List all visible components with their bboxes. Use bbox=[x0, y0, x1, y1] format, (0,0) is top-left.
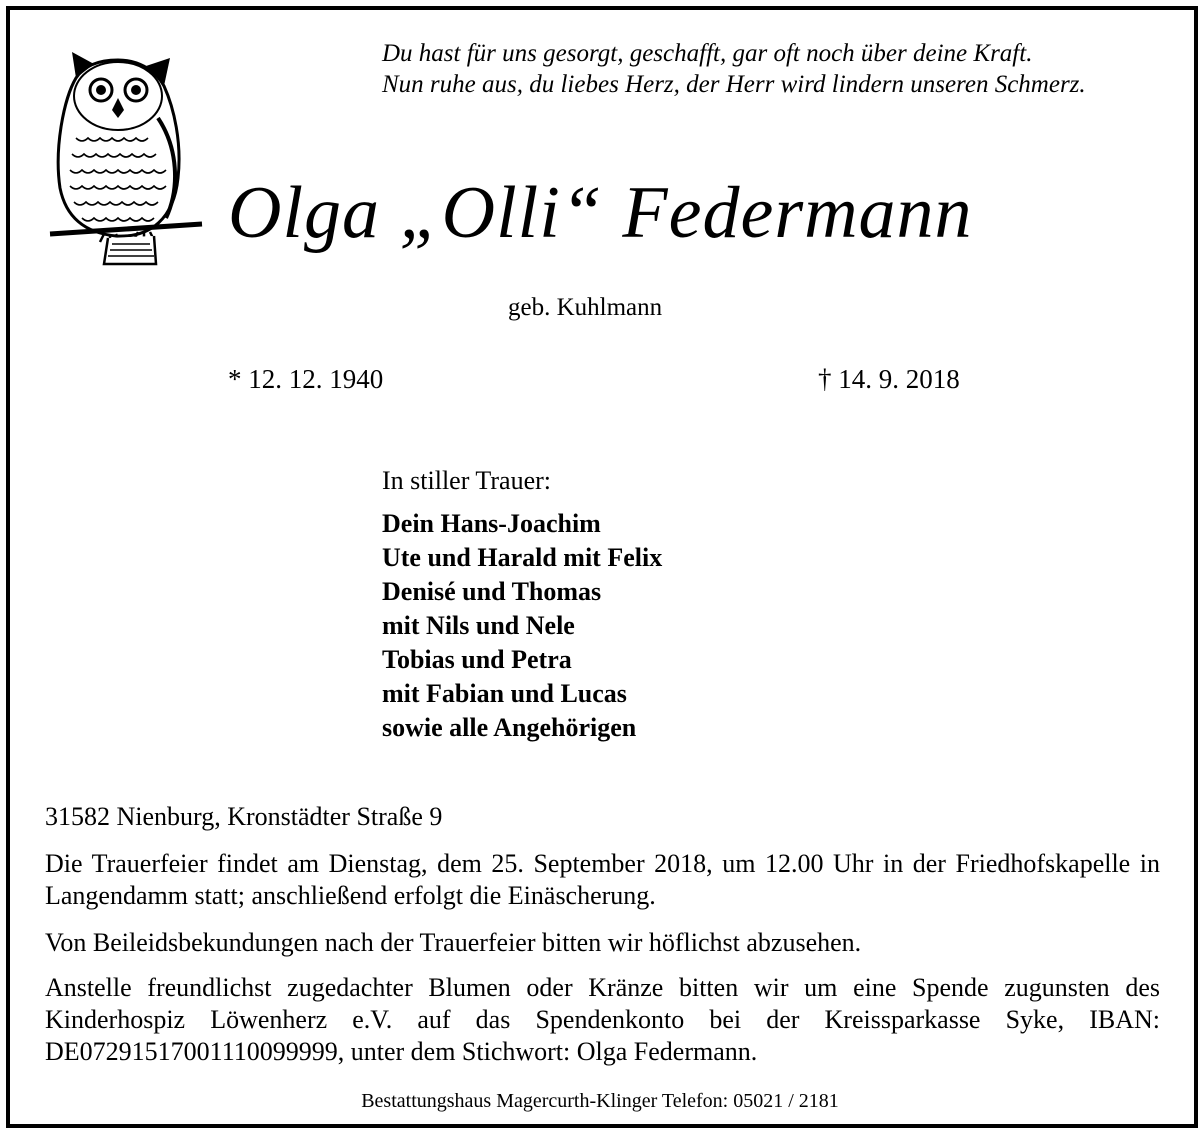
mourners-list bbox=[382, 507, 662, 745]
mourner-name: sowie alle Angehörigen bbox=[382, 713, 637, 742]
birth-date: * 12. 12. 1940 bbox=[228, 364, 384, 394]
born-name: geb. Kuhlmann bbox=[508, 294, 663, 321]
mourners-title: In stiller Trauer: bbox=[382, 466, 551, 495]
owl-icon bbox=[46, 38, 206, 268]
address: 31582 Nienburg, Kronstädter Straße 9 bbox=[45, 802, 443, 831]
mourner-name: Denisé und Thomas bbox=[382, 577, 602, 606]
funeral-home-footer: Bestattungshaus Magercurth-Klinger Telefon: 05021 / 2181 bbox=[361, 1090, 839, 1112]
death-date: † 14. 9. 2018 bbox=[818, 364, 960, 394]
deceased-name: Olga „Olli“ Federmann bbox=[228, 172, 973, 254]
condolences-paragraph: Von Beileidsbekundungen nach der Trauerfeier bitten wir höflichst abzusehen. bbox=[45, 928, 862, 957]
donation-paragraph: Anstelle freundlichst zugedachter Blumen oder Kränze bitten wir um eine Spende zugunsten des Kinderhospiz Löwenherz e.V. auf das Spendenkonto bei der Kreissparkasse Syke, IBAN: DE07291517001110099999, unter dem Stichwort: Olga Federmann. bbox=[45, 973, 1160, 1066]
mourner-name: Ute und Harald mit Felix bbox=[382, 543, 663, 572]
mourner-name: mit Fabian und Lucas bbox=[382, 679, 627, 708]
verse-line-1: Du hast für uns gesorgt, geschafft, gar oft noch über deine Kraft. bbox=[382, 40, 1033, 67]
ceremony-paragraph: Die Trauerfeier findet am Dienstag, dem 25. September 2018, um 12.00 Uhr in der Friedhofskapelle in Langendamm statt; anschließend erfolgt die Einäscherung. bbox=[45, 849, 1160, 910]
mourner-name: Dein Hans-Joachim bbox=[382, 509, 601, 538]
verse-line-2: Nun ruhe aus, du liebes Herz, der Herr wird lindern unseren Schmerz. bbox=[382, 71, 1086, 98]
verse bbox=[382, 38, 1086, 100]
mourner-name: Tobias und Petra bbox=[382, 645, 572, 674]
mourner-name: mit Nils und Nele bbox=[382, 611, 575, 640]
